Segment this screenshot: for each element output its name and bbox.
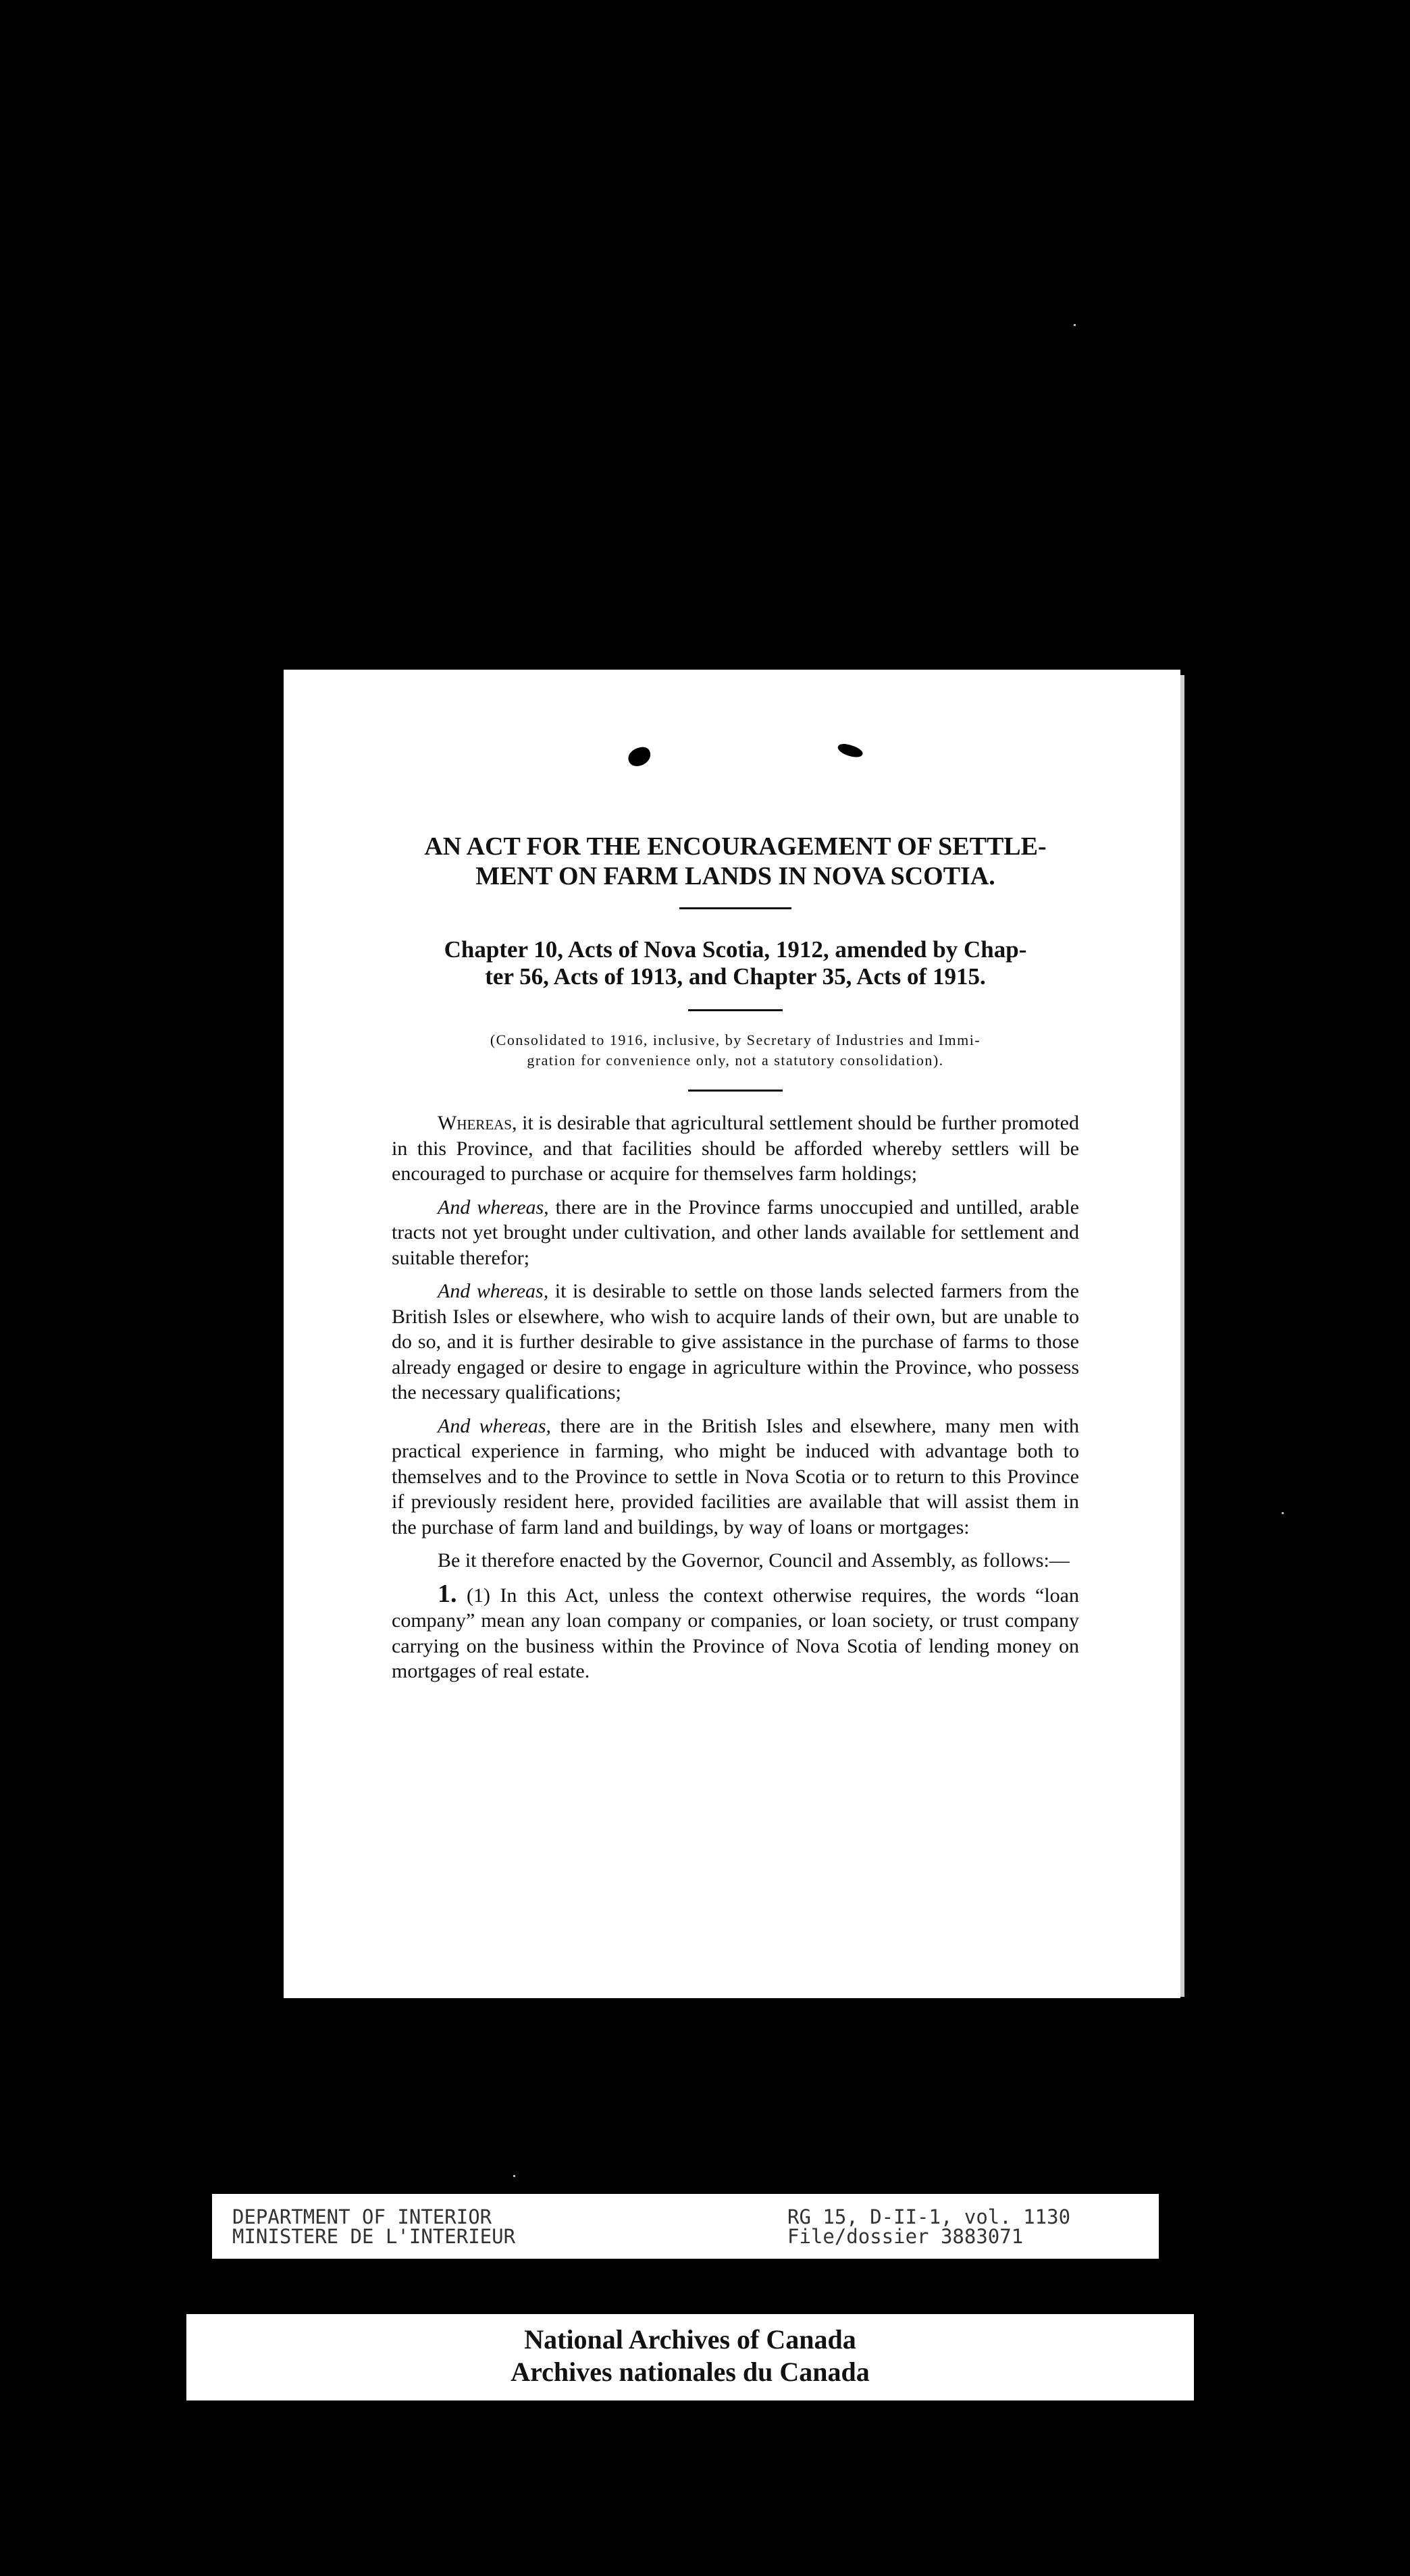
document-page bbox=[284, 670, 1180, 1998]
section-paragraph bbox=[392, 1579, 1079, 1684]
divider-rule bbox=[688, 1009, 783, 1011]
department-block bbox=[232, 2207, 515, 2247]
file-reference-block bbox=[787, 2207, 1070, 2247]
recital-lead: Whereas, bbox=[438, 1112, 517, 1134]
recital-paragraph bbox=[392, 1414, 1079, 1540]
department-french: MINISTERE DE L'INTERIEUR bbox=[232, 2225, 516, 2248]
consolidation-note: (Consolidated to 1916, inclusive, by Secretary of Industries and Immi- gration for convenience only, not a statutory consolidation). bbox=[490, 1031, 981, 1069]
recital-lead: And whereas, bbox=[438, 1280, 549, 1302]
subsection-number: (1) bbox=[466, 1584, 490, 1607]
recital-lead: And whereas, bbox=[438, 1414, 552, 1437]
section-number: 1. bbox=[438, 1579, 457, 1608]
archive-banner bbox=[186, 2314, 1194, 2400]
act-title: AN ACT FOR THE ENCOURAGEMENT OF SETTLE- MENT ON FARM LANDS IN NOVA SCOTIA. bbox=[424, 832, 1047, 890]
recital-paragraph bbox=[392, 1110, 1079, 1187]
document-body bbox=[392, 832, 1079, 1692]
punch-hole bbox=[836, 741, 864, 760]
recital-lead: And whereas, bbox=[438, 1196, 549, 1218]
recital-text: it is desirable that agricultural settlement should be further promoted in this Province, and that facilities should be afforded whereby settlers will be encouraged to purchase or acquire for themselves farm holdings; bbox=[392, 1112, 1079, 1185]
archive-name-french: Archives nationales du Canada bbox=[511, 2357, 870, 2387]
recital-text: there are in the Province farms unoccupied and untilled, arable tracts not yet brought under cultivation, and other lands available for settlement and suitable therefor; bbox=[392, 1196, 1079, 1269]
dust-speck bbox=[1074, 324, 1076, 326]
dust-speck bbox=[513, 2175, 515, 2177]
recital-paragraph bbox=[392, 1279, 1079, 1405]
recital-text: there are in the British Isles and elsewhere, many men with practical experience in farming, who might be induced with advantage both to themselves and to the Province to settle in Nova Scotia or to return to this Province if previously resident here, provided facilities are available that will assist them in the purchase of farm land and buildings, by way of loans or mortgages: bbox=[392, 1414, 1079, 1538]
chapter-heading: Chapter 10, Acts of Nova Scotia, 1912, amended by Chap- ter 56, Acts of 1913, and Chapter 35, Acts of 1915. bbox=[444, 936, 1027, 990]
recital-paragraph bbox=[392, 1195, 1079, 1271]
divider-rule bbox=[679, 907, 791, 909]
department-english: DEPARTMENT OF INTERIOR bbox=[232, 2205, 492, 2228]
archive-name-english: National Archives of Canada bbox=[524, 2324, 856, 2355]
divider-rule bbox=[688, 1090, 783, 1092]
enacting-clause: Be it therefore enacted by the Governor, Council and Assembly, as follows:— bbox=[438, 1549, 1070, 1572]
file-number: File/dossier 3883071 bbox=[787, 2225, 1024, 2248]
archive-reference-label bbox=[212, 2194, 1159, 2259]
punch-hole bbox=[626, 745, 654, 769]
recital-text: it is desirable to settle on those lands selected farmers from the British Isles or elsewhere, who wish to acquire lands of their own, but are unable to do so, and it is further desirable to give assistance in the purchase of farms to those already engaged or desire to engage in agriculture within the Province, who possess the necessary qualifications; bbox=[392, 1280, 1079, 1403]
dust-speck bbox=[1282, 1512, 1284, 1514]
section-text: In this Act, unless the context otherwise requires, the words “loan company” mean any loan company or companies, or loan society, or trust company carrying on the business within the Province of Nova Scotia of lending money on mortgages of real estate. bbox=[392, 1584, 1079, 1682]
record-group-reference: RG 15, D-II-1, vol. 1130 bbox=[787, 2205, 1071, 2228]
